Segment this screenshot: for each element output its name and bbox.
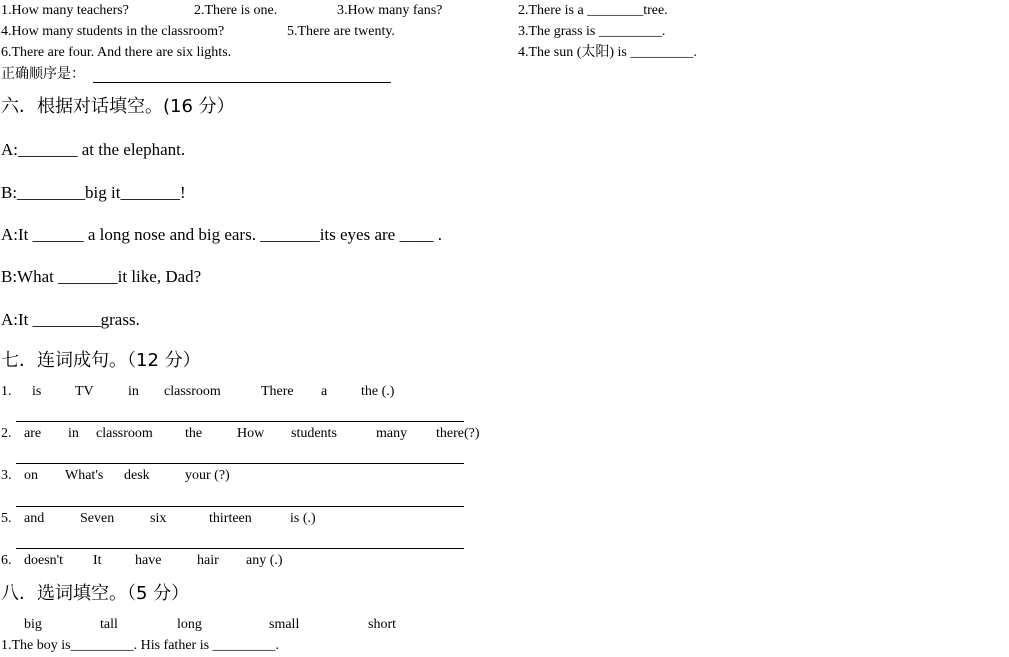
match-answer-2: 2.There is one. <box>194 3 278 18</box>
reorder-word: on <box>24 468 38 483</box>
reorder-word: Seven <box>80 511 115 526</box>
reorder-num: 3. <box>1 468 12 483</box>
match-question-1: 1.How many teachers? <box>1 3 129 18</box>
reorder-word: classroom <box>96 426 153 441</box>
match-answer-5: 5.There are twenty. <box>287 24 395 39</box>
reorder-word: is (.) <box>290 511 316 526</box>
fill-sentence-4: 4.The sun (太阳) is _________. <box>518 45 697 60</box>
answer-line-2[interactable] <box>16 463 464 464</box>
order-label: 正确顺序是： <box>1 66 85 82</box>
match-question-4: 4.How many students in the classroom? <box>1 24 225 39</box>
reorder-word: thirteen <box>209 511 252 526</box>
reorder-word: have <box>135 553 162 568</box>
reorder-num: 6. <box>1 553 12 568</box>
dialogue-line-2: B:________big it_______! <box>1 183 186 202</box>
dialogue-line-3: A:It ______ a long nose and big ears. _______its eyes are ____ . <box>1 225 442 244</box>
reorder-word: doesn't <box>24 553 64 568</box>
match-question-3: 3.How many fans? <box>337 3 443 18</box>
word-choice: tall <box>100 617 118 632</box>
reorder-word: and <box>24 511 45 526</box>
reorder-word: in <box>128 384 139 399</box>
word-choice: long <box>177 617 202 632</box>
reorder-word: are <box>24 426 42 441</box>
reorder-word: What's <box>65 468 104 483</box>
reorder-word: six <box>150 511 167 526</box>
reorder-word: any (.) <box>246 553 283 568</box>
reorder-word: in <box>68 426 79 441</box>
reorder-word: your (?) <box>185 468 230 483</box>
fill-question-1: 1.The boy is_________. His father is _________. <box>1 638 280 653</box>
section-6-heading: 六．根据对话填空。(16 分） <box>1 96 235 117</box>
reorder-word: desk <box>124 468 150 483</box>
reorder-word: the <box>185 426 203 441</box>
reorder-word: How <box>237 426 265 441</box>
word-choice: big <box>24 617 42 632</box>
word-choice: short <box>368 617 396 632</box>
answer-line-1[interactable] <box>16 421 464 422</box>
dialogue-line-1: A:_______ at the elephant. <box>1 140 186 159</box>
dialogue-line-4: B:What _______it like, Dad? <box>1 267 202 286</box>
section-8-heading: 八．选词填空。（5 分） <box>1 583 190 604</box>
answer-line-5[interactable] <box>16 548 464 549</box>
reorder-num: 5. <box>1 511 12 526</box>
reorder-num: 2. <box>1 426 12 441</box>
reorder-word: there(?) <box>436 426 480 441</box>
answer-line-3[interactable] <box>16 506 464 507</box>
reorder-word: hair <box>197 553 219 568</box>
reorder-num: 1. <box>1 384 12 399</box>
reorder-word: the (.) <box>361 384 395 399</box>
reorder-word: TV <box>75 384 94 399</box>
dialogue-line-5: A:It ________grass. <box>1 310 140 329</box>
word-choice: small <box>269 617 300 632</box>
reorder-word: many <box>376 426 408 441</box>
order-answer-line[interactable] <box>93 82 391 83</box>
reorder-word: There <box>261 384 294 399</box>
reorder-word: a <box>321 384 328 399</box>
section-7-heading: 七．连词成句。（12 分） <box>1 350 201 371</box>
reorder-word: is <box>32 384 42 399</box>
reorder-word: students <box>291 426 337 441</box>
fill-sentence-2: 2.There is a ________tree. <box>518 3 668 18</box>
fill-sentence-3: 3.The grass is _________. <box>518 24 666 39</box>
reorder-word: classroom <box>164 384 221 399</box>
match-answer-6: 6.There are four. And there are six lights. <box>1 45 232 60</box>
reorder-word: It <box>93 553 102 568</box>
